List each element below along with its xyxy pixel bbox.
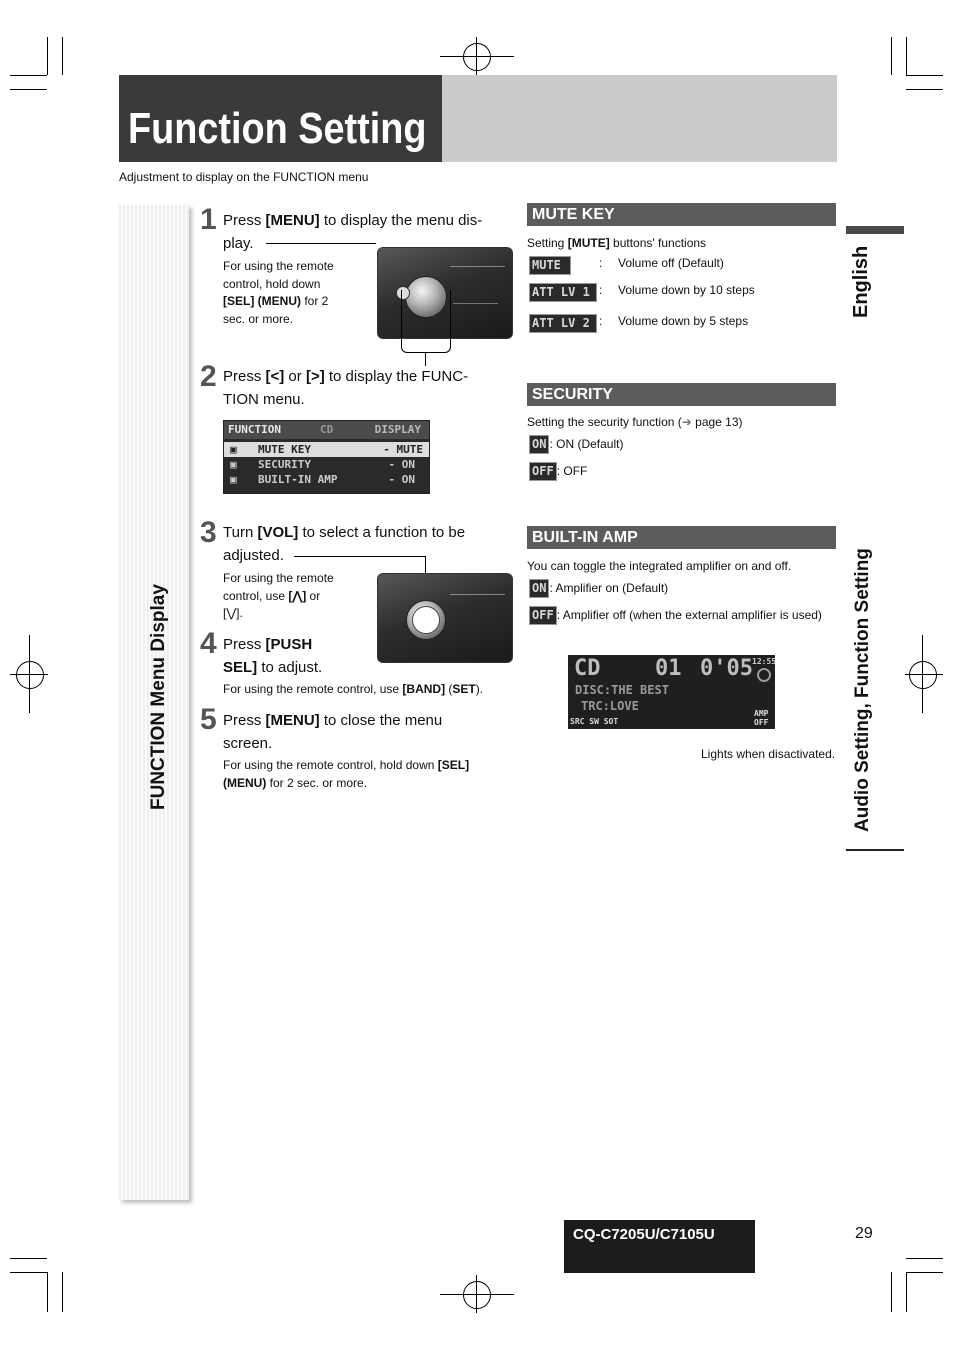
security-option: ON : ON (Default) [529,435,623,454]
amp-option: OFF : Amplifier off (when the external amplifier is used) [529,606,822,625]
step-3-note: For using the remote control, use [⋀] or [⋁]. [223,571,334,620]
amp-off-indicator: AMP OFF [754,709,769,727]
menu-row: ▣ BUILT-IN AMP - ON [230,473,415,486]
section-tab: Audio Setting, Function Setting [852,548,873,832]
section-tab-rule [846,849,904,851]
builtin-amp-heading: BUILT-IN AMP [527,526,836,549]
language-tab: English [850,245,872,318]
arrow-right-icon: ➜ [681,415,692,429]
mute-option: ATT LV 2 : Volume down by 5 steps [529,314,829,333]
page-title: Function Setting [128,104,427,153]
mute-key-intro: Setting [MUTE] buttons' functions [527,236,707,250]
step-number: 5 [200,703,217,736]
cd-display-screen: CD 01 0'05 12:55 DISC:THE BEST TRC:LOVE SRC SW SOT AMP OFF [570,656,777,727]
step-4-text: Press [PUSH SEL] to adjust. [223,636,323,676]
page-subtitle: Adjustment to display on the FUNCTION menu [119,170,369,184]
side-panel-label: FUNCTION Menu Display [148,584,169,810]
head-unit-image [377,573,513,663]
menu-row: ▣ MUTE KEY - MUTE [224,442,429,457]
mute-key-heading: MUTE KEY [527,203,836,226]
step-number: 1 [200,203,217,236]
title-bar-extension [442,75,837,162]
security-heading: SECURITY [527,383,836,406]
step-3-text: Turn [VOL] to select a function to be adjusted. [223,524,466,564]
step-number: 2 [200,360,217,393]
model-number: CQ-C7205U/C7105U [564,1220,755,1273]
builtin-amp-intro: You can toggle the integrated amplifier on and off. [527,559,792,573]
step-number: 3 [200,516,217,549]
step-1-text: Press [MENU] to display the menu dis- play. [223,212,483,252]
amp-off-caption: Lights when disactivated. [701,747,836,761]
step-5-text: Press [MENU] to close the menu screen. [223,712,443,752]
amp-option: ON : Amplifier on (Default) [529,579,668,598]
step-1-note: For using the remote control, hold down [SEL] (MENU) for 2 sec. or more. [223,259,334,326]
mute-option: MUTE : Volume off (Default) [529,256,829,275]
disc-icon [757,668,771,682]
security-intro: Setting the security function (➜ page 13) [527,415,743,429]
menu-row: ▣ SECURITY - ON [230,458,415,471]
page-number: 29 [855,1225,873,1242]
mute-option: ATT LV 1 : Volume down by 10 steps [529,283,829,302]
function-menu-screen: FUNCTION CD DISPLAY ▣ MUTE KEY - MUTE ▣ SECURITY - ON ▣ BUILT-IN AMP - ON [223,420,430,494]
step-number: 4 [200,627,217,660]
step-2-text: Press [<] or [>] to display the FUNC- TION menu. [223,368,469,408]
section-tab-marker [846,226,904,234]
step-5-note: For using the remote control, hold down [SEL] (MENU) for 2 sec. or more. [223,758,470,790]
security-option: OFF : OFF [529,462,587,481]
step-4-note: For using the remote control, use [BAND] (SET). [223,682,484,696]
